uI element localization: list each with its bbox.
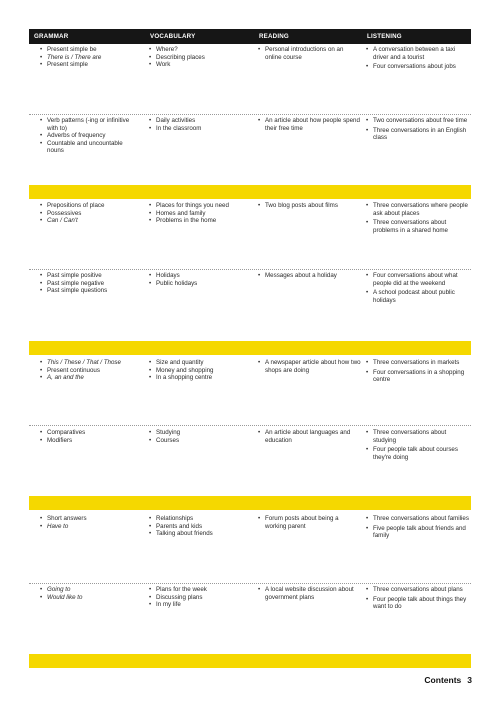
listening-list [365,202,469,234]
list-item: • Size and quantity [148,359,250,367]
list-item: • Work [148,61,250,69]
row-divider [29,583,471,584]
reading-list [257,202,361,210]
listening-list [365,429,469,461]
vocabulary-cell [148,272,250,287]
grammar-cell [39,46,139,69]
list-item: • Places for things you need [148,202,250,210]
list-item: • Four conversations in a shopping centre [365,369,469,384]
reading-list [257,429,361,444]
list-item: • Past simple positive [39,272,139,280]
vocabulary-list [148,117,250,132]
row-divider [29,425,471,426]
list-item: • Forum posts about being a working parent [257,515,361,530]
list-item: • Relationships [148,515,250,523]
list-item: • A, an and the [39,374,139,382]
list-item: • Four people talk about things they want to do [365,596,469,611]
footer-label: Contents [424,675,462,685]
list-item: • Two blog posts about films [257,202,361,210]
grammar-cell [39,117,139,155]
list-item: • Four conversations about jobs [365,63,469,71]
list-item: • In my life [148,601,250,609]
vocabulary-cell [148,117,250,132]
reading-list [257,46,361,61]
listening-cell [365,202,469,234]
header-reading: READING [259,32,289,40]
list-item: • Public holidays [148,280,250,288]
header-vocabulary: VOCABULARY [150,32,196,40]
vocabulary-list [148,586,250,609]
list-item: • Three conversations about plans [365,586,469,594]
list-item: • In a shopping centre [148,374,250,382]
row-divider [29,269,471,270]
list-item: • Past simple questions [39,287,139,295]
reading-list [257,272,361,280]
vocabulary-list [148,46,250,69]
vocabulary-cell [148,586,250,609]
reading-cell [257,46,361,61]
listening-cell [365,586,469,611]
listening-cell [365,515,469,540]
list-item: • Money and shopping [148,367,250,375]
listening-list [365,117,469,142]
listening-list [365,586,469,611]
header-listening: LISTENING [367,32,402,40]
list-item: • Four conversations about what people did at the weekend [365,272,469,287]
table-header [29,29,471,44]
vocabulary-cell [148,429,250,444]
grammar-list [39,272,139,295]
reading-list [257,117,361,132]
list-item: • Where? [148,46,250,54]
list-item: • Short answers [39,515,139,523]
list-item: • Three conversations in an English class [365,127,469,142]
list-item: • Studying [148,429,250,437]
list-item: • An article about languages and education [257,429,361,444]
listening-list [365,272,469,304]
list-item: • Problems in the home [148,217,250,225]
vocabulary-list [148,429,250,444]
list-item: • Messages about a holiday [257,272,361,280]
vocabulary-list [148,272,250,287]
reading-cell [257,202,361,210]
unit-bar-2 [29,341,471,355]
listening-cell [365,46,469,71]
list-item: • Three conversations about families [365,515,469,523]
list-item: • Comparatives [39,429,139,437]
list-item: • Three conversations in markets [365,359,469,367]
grammar-cell [39,272,139,295]
listening-cell [365,272,469,304]
unit-bar-4 [29,654,471,668]
listening-list [365,359,469,384]
list-item: • Possessives [39,210,139,218]
list-item: • Can / Can't [39,217,139,225]
list-item: • Would like to [39,594,139,602]
vocabulary-list [148,202,250,225]
list-item: • This / These / That / Those [39,359,139,367]
list-item: • Plans for the week [148,586,250,594]
vocabulary-cell [148,202,250,225]
list-item: • An article about how people spend their free time [257,117,361,132]
reading-cell [257,117,361,132]
row-divider [29,114,471,115]
header-grammar: GRAMMAR [34,32,69,40]
list-item: • Four people talk about courses they're doing [365,446,469,461]
list-item: • There is / There are [39,54,139,62]
vocabulary-cell [148,359,250,382]
grammar-list [39,117,139,155]
list-item: • Describing places [148,54,250,62]
grammar-list [39,202,139,225]
reading-list [257,586,361,601]
reading-cell [257,586,361,601]
reading-list [257,515,361,530]
vocabulary-cell [148,46,250,69]
list-item: • Modifiers [39,437,139,445]
list-item: • Three conversations where people ask about places [365,202,469,217]
list-item: • Have to [39,523,139,531]
list-item: • Personal introductions on an online course [257,46,361,61]
list-item: • Courses [148,437,250,445]
grammar-list [39,429,139,444]
list-item: • Countable and uncountable nouns [39,140,139,155]
vocabulary-list [148,359,250,382]
vocabulary-cell [148,515,250,538]
listening-list [365,515,469,540]
grammar-cell [39,202,139,225]
grammar-cell [39,515,139,530]
vocabulary-list [148,515,250,538]
list-item: • Holidays [148,272,250,280]
list-item: • A local website discussion about government plans [257,586,361,601]
listening-cell [365,359,469,384]
list-item: • A school podcast about public holidays [365,289,469,304]
reading-list [257,359,361,374]
list-item: • Three conversations about problems in a shared home [365,219,469,234]
list-item: • Going to [39,586,139,594]
reading-cell [257,429,361,444]
list-item: • Parents and kids [148,523,250,531]
grammar-cell [39,586,139,601]
grammar-list [39,515,139,530]
list-item: • Two conversations about free time [365,117,469,125]
unit-bar-1 [29,185,471,199]
list-item: • Three conversations about studying [365,429,469,444]
grammar-list [39,359,139,382]
grammar-list [39,46,139,69]
list-item: • Daily activities [148,117,250,125]
list-item: • Past simple negative [39,280,139,288]
list-item: • Five people talk about friends and family [365,525,469,540]
reading-cell [257,272,361,280]
list-item: • Homes and family [148,210,250,218]
list-item: • Discussing plans [148,594,250,602]
list-item: • In the classroom [148,125,250,133]
listening-list [365,46,469,71]
list-item: • Prepositions of place [39,202,139,210]
list-item: • Verb patterns (-ing or infinitive with to) [39,117,139,132]
reading-cell [257,359,361,374]
grammar-cell [39,359,139,382]
list-item: • A newspaper article about how two shops are doing [257,359,361,374]
list-item: • Talking about friends [148,530,250,538]
unit-bar-3 [29,496,471,510]
grammar-list [39,586,139,601]
grammar-cell [39,429,139,444]
list-item: • Present continuous [39,367,139,375]
listening-cell [365,429,469,461]
list-item: • A conversation between a taxi driver and a tourist [365,46,469,61]
list-item: • Present simple [39,61,139,69]
page-footer [424,675,472,685]
listening-cell [365,117,469,142]
page-number: 3 [467,675,472,685]
list-item: • Present simple be [39,46,139,54]
list-item: • Adverbs of frequency [39,132,139,140]
reading-cell [257,515,361,530]
